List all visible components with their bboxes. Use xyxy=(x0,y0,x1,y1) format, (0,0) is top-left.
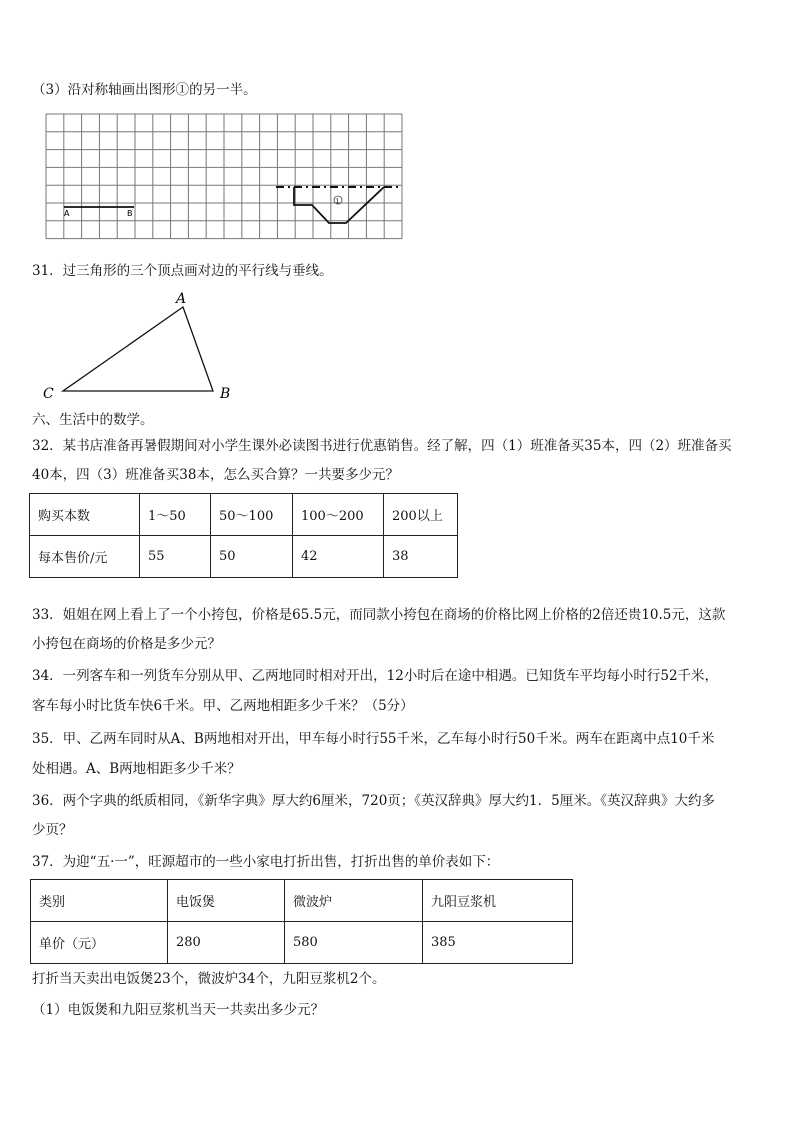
table-row xyxy=(31,922,573,964)
table-cell: 1～50 xyxy=(140,494,211,536)
table-cell: 100～200 xyxy=(293,494,384,536)
table-cell: 580 xyxy=(285,922,423,964)
figure-one-half xyxy=(294,187,384,223)
q32-line1: 32．某书店准备再暑假期间对小学生课外必读图书进行优惠销售。经了解，四（1）班准备买35本，四（2）班准备买 xyxy=(32,438,732,454)
table-cell: 每本售价/元 xyxy=(30,536,140,578)
table-cell: 200以上 xyxy=(384,494,458,536)
table-cell: 50 xyxy=(211,536,293,578)
label-vertex-c: C xyxy=(43,386,54,402)
q32-line2: 40本，四（3）班准备买38本，怎么买合算？一共要多少元？ xyxy=(32,467,399,483)
table-cell: 55 xyxy=(140,536,211,578)
q37-sales-text: 打折当天卖出电饭煲23个，微波炉34个，九阳豆浆机2个。 xyxy=(32,971,386,987)
triangle-abc xyxy=(63,307,213,391)
table-cell: 42 xyxy=(293,536,384,578)
q31-text: 31．过三角形的三个顶点画对边的平行线与垂线。 xyxy=(32,263,333,279)
table-cell: 微波炉 xyxy=(285,880,423,922)
table-cell: 九阳豆浆机 xyxy=(423,880,573,922)
table-cell: 类别 xyxy=(31,880,168,922)
label-point-a: A xyxy=(64,209,70,218)
q37-text: 37．为迎“五·一”，旺源超市的一些小家电打折出售，打折出售的单价表如下： xyxy=(32,854,500,870)
label-vertex-a: A xyxy=(176,291,187,307)
table-cell: 电饭煲 xyxy=(168,880,285,922)
price-table-appliances xyxy=(30,879,573,964)
table-cell: 280 xyxy=(168,922,285,964)
q35-line1: 35．甲、乙两车同时从A、B两地相对开出，甲车每小时行55千米，乙车每小时行50千米。两车在距离中点10千米 xyxy=(32,731,715,747)
q34-line1: 34．一列客车和一列货车分别从甲、乙两地同时相对开出，12小时后在途中相遇。已知货车平均每小时行52千米， xyxy=(32,668,719,684)
table-cell: 单价（元） xyxy=(31,922,168,964)
table-cell: 385 xyxy=(423,922,573,964)
q33-line1: 33．姐姐在网上看上了一个小挎包，价格是65.5元，而同款小挎包在商场的价格比网上价格的2倍还贵10.5元，这款 xyxy=(32,607,726,623)
figure-one-label: 1 xyxy=(335,198,340,205)
table-cell: 购买本数 xyxy=(30,494,140,536)
symmetry-grid-figure xyxy=(44,112,404,246)
table-row xyxy=(30,536,458,578)
label-vertex-b: B xyxy=(220,386,231,402)
table-cell: 50～100 xyxy=(211,494,293,536)
q33-line2: 小挎包在商场的价格是多少元？ xyxy=(32,636,221,652)
label-point-b: B xyxy=(127,209,133,218)
q30-part3-text: （3）沿对称轴画出图形①的另一半。 xyxy=(32,82,257,98)
q36-line1: 36．两个字典的纸质相同，《新华字典》厚大约6厘米，720页；《英汉辞典》厚大约1．5厘米。《英汉辞典》大约多 xyxy=(32,793,715,809)
q37-subquestion-1: （1）电饭煲和九阳豆浆机当天一共卖出多少元？ xyxy=(32,1002,325,1018)
q34-line2: 客车每小时比货车快6千米。甲、乙两地相距多少千米？（5分） xyxy=(32,698,414,714)
table-cell: 38 xyxy=(384,536,458,578)
q35-line2: 处相遇。A、B两地相距多少千米？ xyxy=(32,761,241,777)
section-six-title: 六、生活中的数学。 xyxy=(32,412,154,428)
table-row xyxy=(30,494,458,536)
table-row xyxy=(31,880,573,922)
q36-line2: 少页？ xyxy=(32,822,73,838)
triangle-figure xyxy=(38,286,248,404)
price-table-books xyxy=(29,493,458,578)
